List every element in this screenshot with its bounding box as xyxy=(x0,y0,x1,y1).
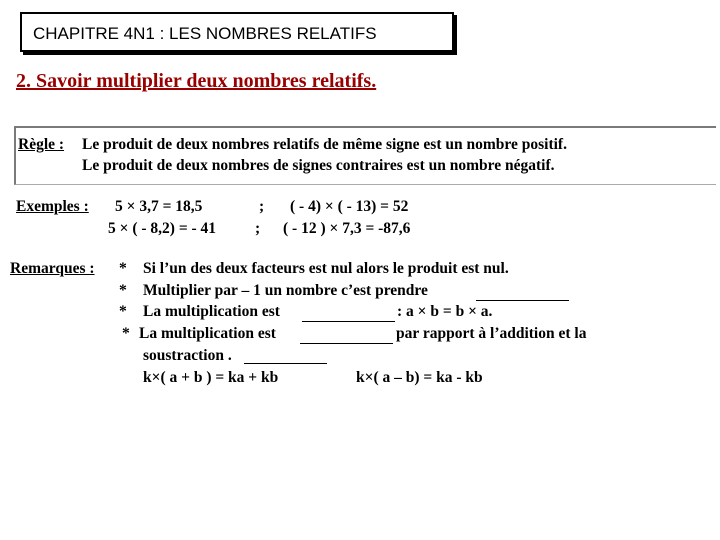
example-separator-1: ; xyxy=(259,198,265,215)
remark-1: Si l’un des deux facteurs est nul alors le produit est nul. xyxy=(143,260,509,277)
remark-4-end-blank xyxy=(244,349,327,364)
remark-3-blank xyxy=(302,305,395,322)
example-3: 5 × ( - 8,2) = - 41 xyxy=(108,220,217,237)
chapter-title xyxy=(20,12,454,52)
remark-2-blank xyxy=(476,284,569,301)
formula-difference: k×( a – b) = ka - kb xyxy=(356,369,483,386)
remark-3-end: : a × b = b × a. xyxy=(397,303,493,320)
formula-sum: k×( a + b ) = ka + kb xyxy=(143,369,279,386)
chapter-title-text: CHAPITRE 4N1 : LES NOMBRES RELATIFS xyxy=(33,24,377,43)
example-4: ( - 12 ) × 7,3 = -87,6 xyxy=(283,220,411,237)
remark-4-end: soustraction . xyxy=(143,347,232,364)
remark-bullet-2: * xyxy=(119,282,127,299)
example-1: 5 × 3,7 = 18,5 xyxy=(115,198,203,215)
rule-label: Règle : xyxy=(18,136,65,153)
example-2: ( - 4) × ( - 13) = 52 xyxy=(290,198,409,215)
remarks-label: Remarques : xyxy=(10,260,95,277)
rule-line-1: Le produit de deux nombres relatifs de même signe est un nombre positif. xyxy=(82,136,567,153)
remark-2: Multiplier par – 1 un nombre c’est prendre xyxy=(143,282,428,299)
rule-line-2: Le produit de deux nombres de signes contraires est un nombre négatif. xyxy=(82,157,555,174)
section-title: 2. Savoir multiplier deux nombres relatifs. xyxy=(16,70,377,92)
example-separator-2: ; xyxy=(255,220,261,237)
remark-bullet-3: * xyxy=(119,303,127,320)
remark-4-middle: par rapport à l’addition et la xyxy=(396,325,587,342)
remark-bullet-4: * xyxy=(122,325,130,342)
remark-3-start: La multiplication est xyxy=(143,303,280,320)
rule-frame xyxy=(14,126,716,185)
remark-4-start: La multiplication est xyxy=(139,325,276,342)
remark-bullet-1: * xyxy=(119,260,127,277)
remark-4-blank xyxy=(300,327,393,344)
examples-label: Exemples : xyxy=(16,198,89,215)
